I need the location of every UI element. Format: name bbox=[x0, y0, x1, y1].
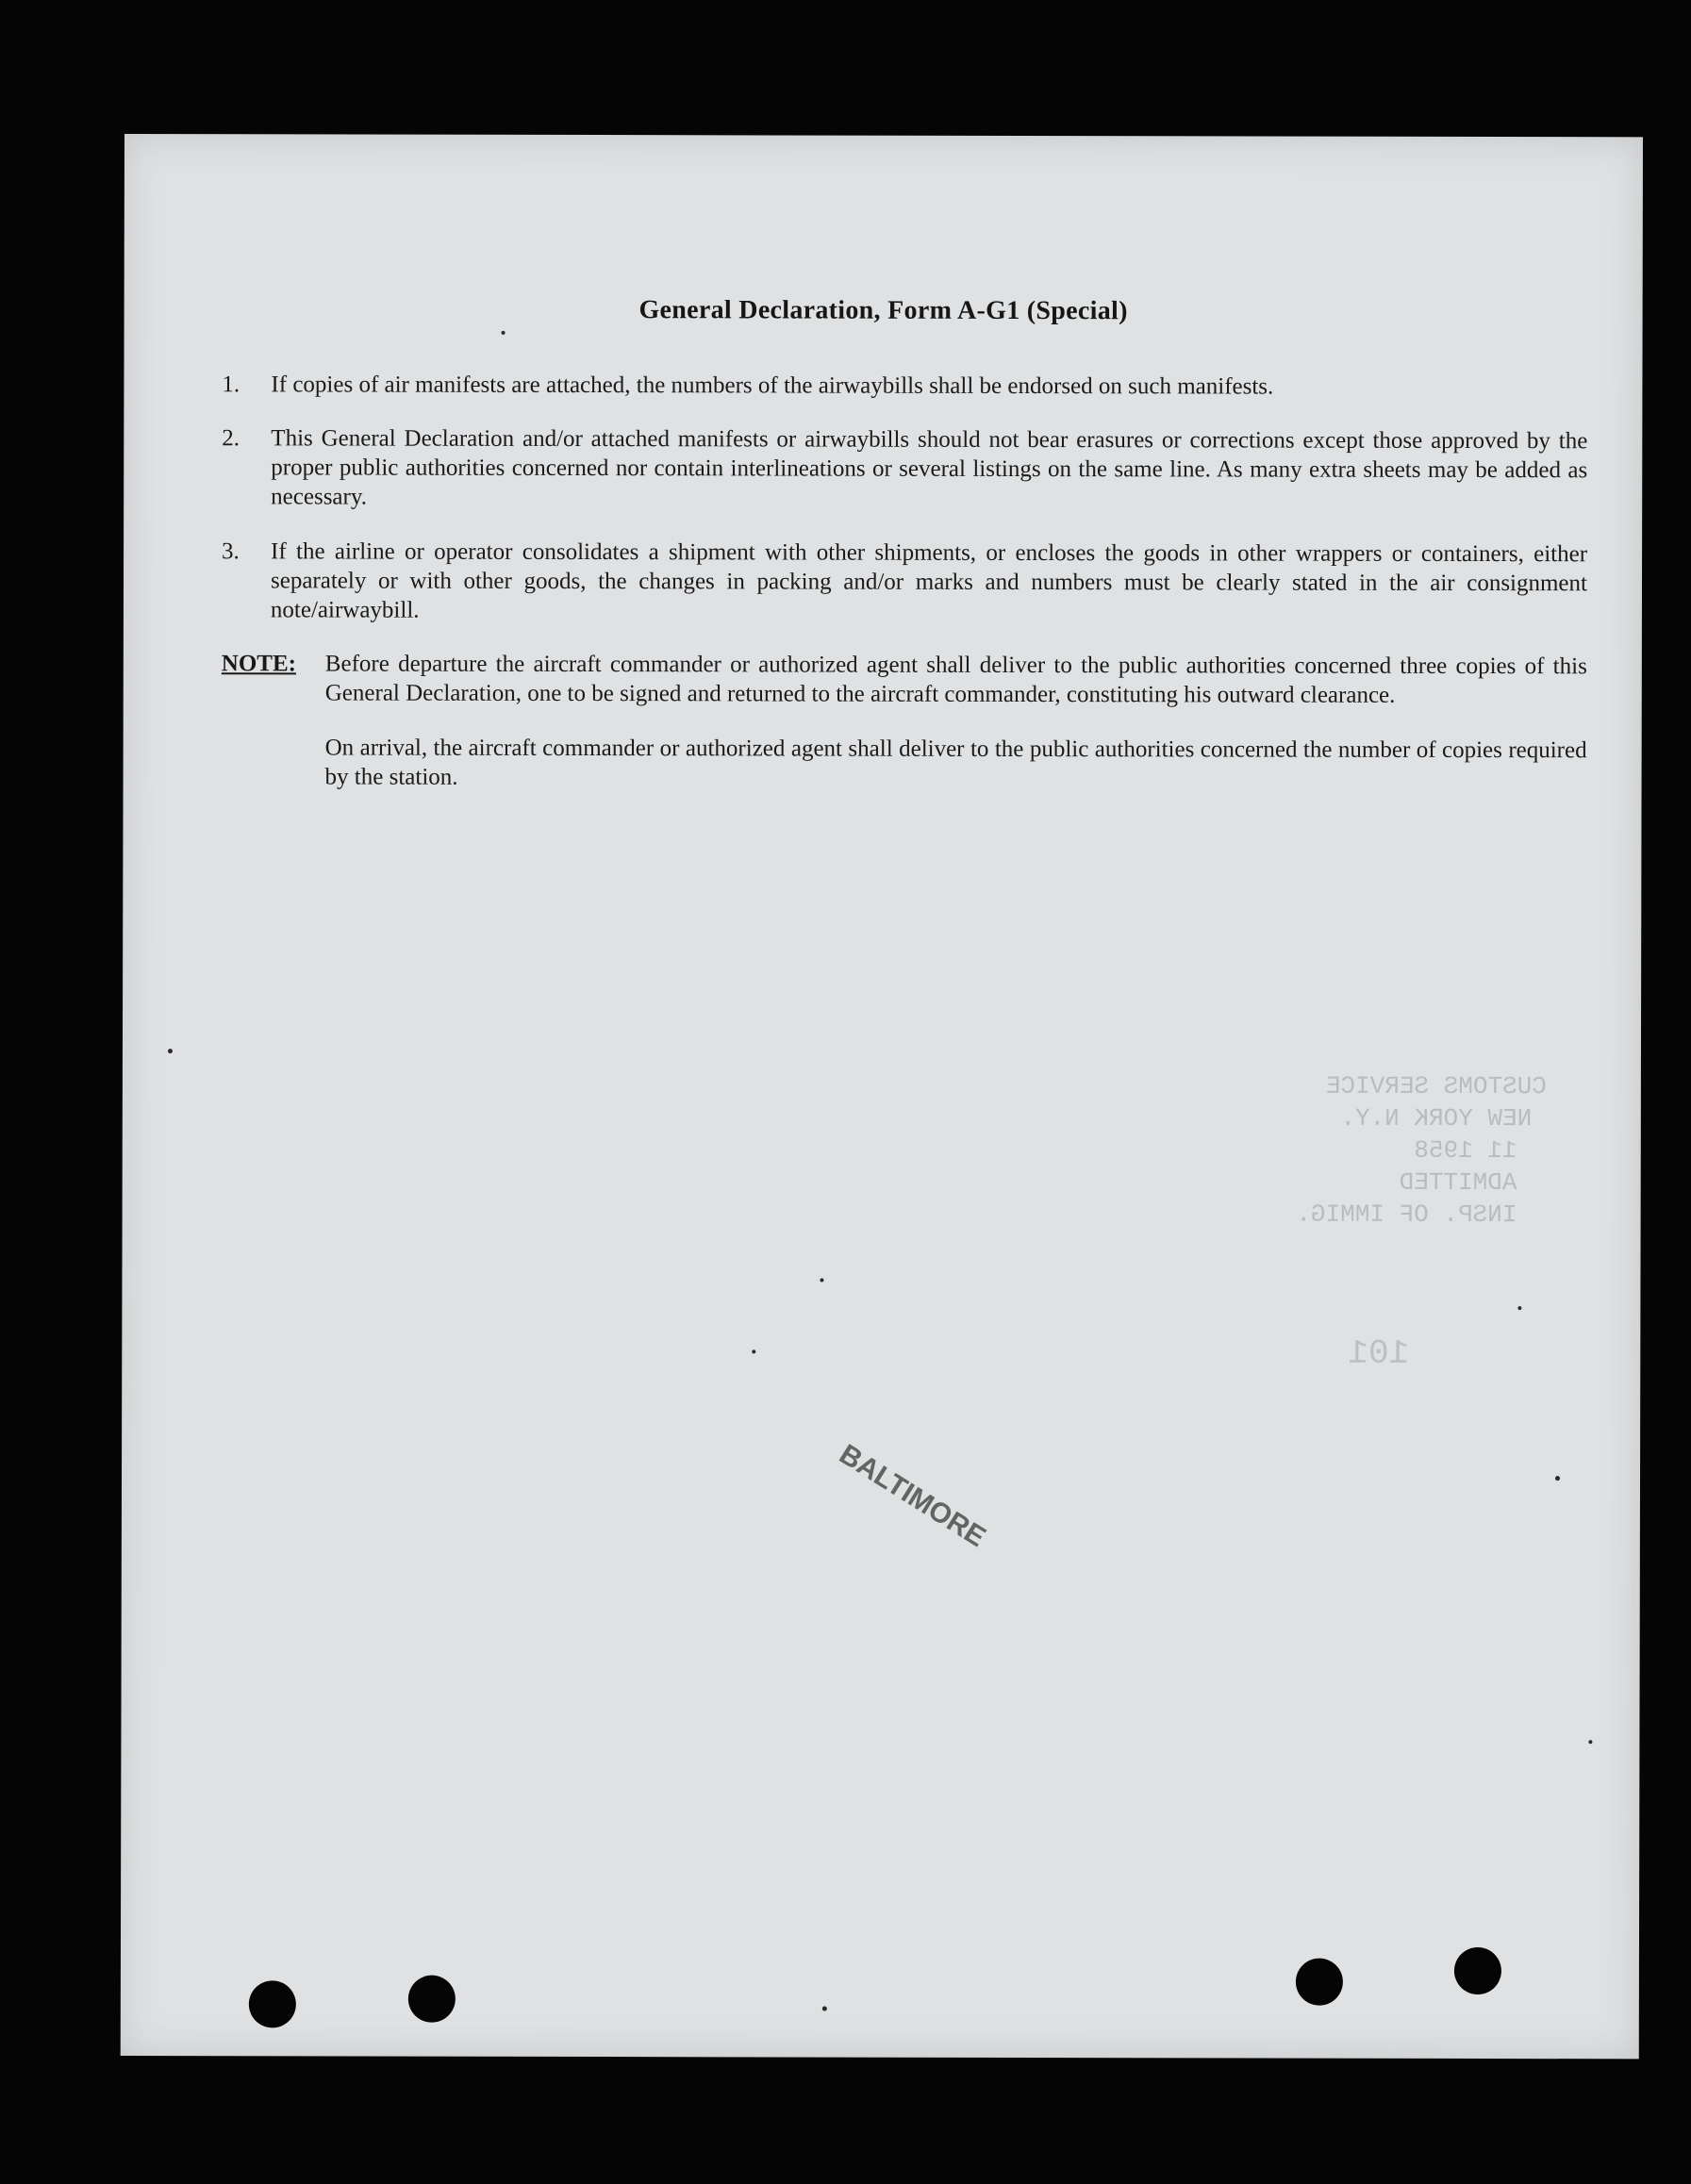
rotated-stamp-fragment bbox=[818, 1428, 1050, 1612]
scan-speck bbox=[822, 2007, 827, 2011]
bleed-through-number: 101 bbox=[1348, 1333, 1410, 1373]
item-number: 1. bbox=[222, 372, 240, 398]
instruction-item-2 bbox=[222, 423, 1587, 514]
note-paragraph-2: On arrival, the aircraft commander or authorized agent shall deliver to the public authorities concerned the number of copies required by the station. bbox=[324, 735, 1587, 790]
item-number: 2. bbox=[222, 425, 240, 452]
punch-hole bbox=[249, 1980, 296, 2027]
note-label: NOTE: bbox=[221, 651, 297, 677]
stamp-fragment-text: BALTIMORE bbox=[834, 1438, 991, 1554]
document-title: General Declaration, Form A-G1 (Special) bbox=[638, 295, 1128, 326]
item-text: If the airline or operator consolidates a shipment with other shipments, or encloses the goods in other wrappers or containers, either separately or with other goods, the changes in packing and/or marks and numbers must be clearly stated in the air consignment note/airwaybill. bbox=[270, 538, 1588, 623]
scan-speck bbox=[1517, 1306, 1521, 1310]
bleed-through-stamp: CUSTOMS SERVICE NEW YORK N.Y. 11 1958 ADMITTED INSP. OF IMMIG. bbox=[1296, 1071, 1547, 1230]
note-section bbox=[222, 649, 1587, 794]
item-number: 3. bbox=[222, 538, 240, 565]
scan-speck bbox=[502, 331, 506, 335]
scan-speck bbox=[1588, 1740, 1592, 1744]
item-text: If copies of air manifests are attached, the numbers of the airwaybills shall be endorsed on such manifests. bbox=[271, 372, 1274, 400]
punch-hole bbox=[408, 1976, 456, 2023]
scan-speck bbox=[168, 1049, 173, 1053]
scan-speck bbox=[752, 1349, 755, 1353]
instruction-item-3 bbox=[222, 537, 1587, 627]
punch-hole bbox=[1296, 1959, 1343, 2006]
note-paragraph-1: Before departure the aircraft commander or authorized agent shall deliver to the public authorities concerned three copies of this General Declaration, one to be signed and returned to the aircraft commander, constituting his outward clearance. bbox=[324, 651, 1587, 708]
scan-speck bbox=[1555, 1476, 1560, 1481]
punch-hole bbox=[1454, 1947, 1501, 1994]
instruction-item-1 bbox=[222, 370, 1587, 402]
document-page bbox=[121, 134, 1643, 2059]
scan-speck bbox=[820, 1279, 823, 1282]
item-text: This General Declaration and/or attached manifests or airwaybills should not bear erasures or corrections except those approved by the proper public authorities concerned nor contain interlineations or several listings on the same line. As many extra sheets may be added as necessary. bbox=[271, 425, 1588, 510]
